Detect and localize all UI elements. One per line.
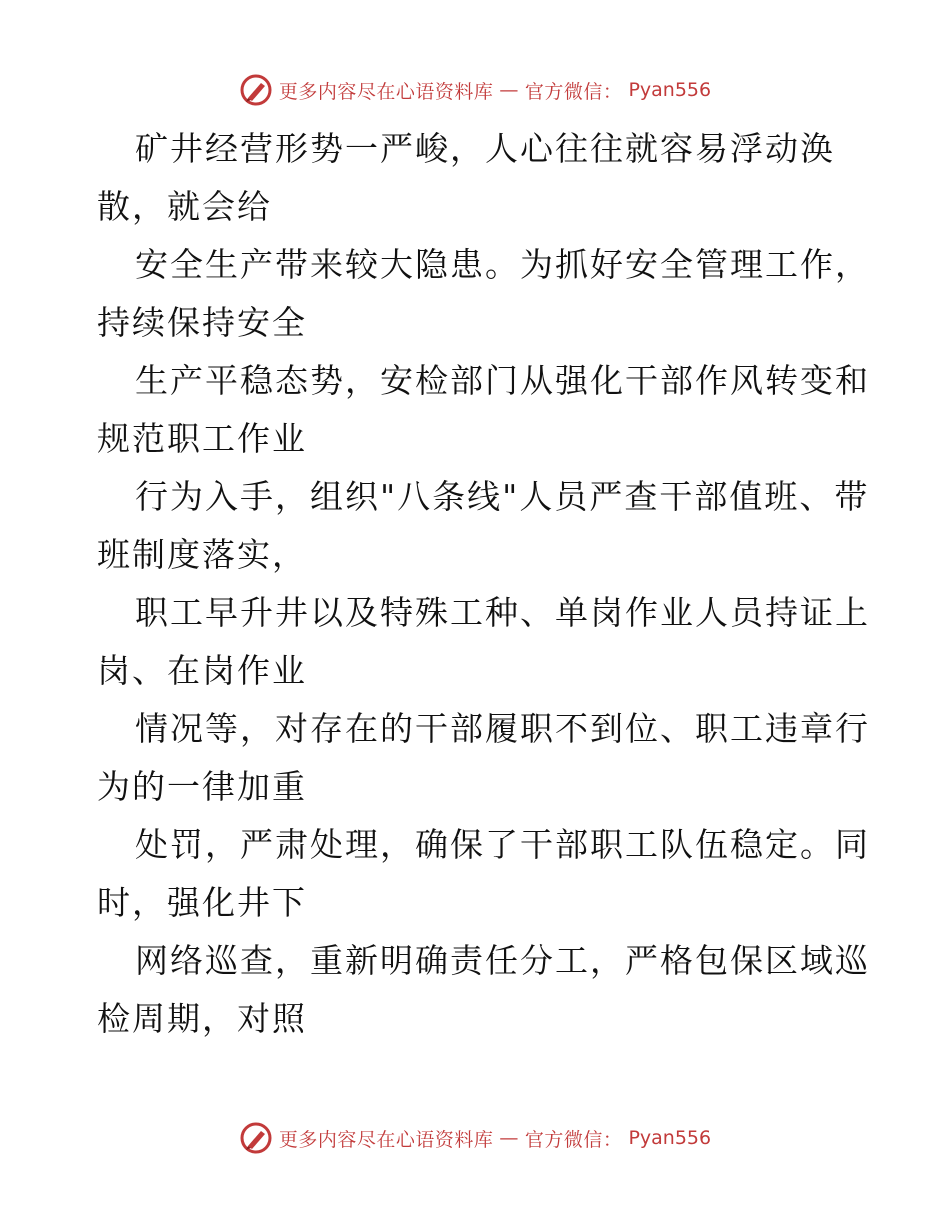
body-line: 处罚，严肃处理，确保了干部职工队伍稳定。同 — [135, 825, 870, 864]
body-line: 规范职工作业 — [97, 419, 307, 458]
body-line: 情况等，对存在的干部履职不到位、职工违章行 — [135, 709, 870, 748]
watermark-id: Pyan556 — [628, 1127, 712, 1149]
body-line: 矿井经营形势一严峻，人心往往就容易浮动涣 — [135, 129, 835, 168]
watermark-text: 更多内容尽在心语资料库 — [278, 1128, 494, 1151]
pen-logo-icon — [239, 73, 273, 107]
watermark-dash: — — [499, 1127, 519, 1149]
body-line: 安全生产带来较大隐患。为抓好安全管理工作， — [135, 245, 870, 284]
body-line: 持续保持安全 — [97, 303, 307, 342]
document-body — [97, 120, 870, 1048]
body-line: 网络巡查，重新明确责任分工，严格包保区域巡 — [135, 941, 870, 980]
body-line: 职工早升井以及特殊工种、单岗作业人员持证上 — [135, 593, 870, 632]
footer-watermark — [0, 1118, 950, 1158]
pen-logo-icon — [239, 1121, 273, 1155]
watermark-dash: — — [499, 79, 519, 101]
watermark-text: 更多内容尽在心语资料库 — [278, 80, 494, 103]
header-watermark — [0, 70, 950, 110]
body-line: 为的一律加重 — [97, 767, 307, 806]
body-line: 时，强化井下 — [97, 883, 307, 922]
body-line: 生产平稳态势，安检部门从强化干部作风转变和 — [135, 361, 870, 400]
body-line: 班制度落实， — [97, 535, 307, 574]
body-line: 检周期，对照 — [97, 999, 307, 1038]
watermark-id: Pyan556 — [628, 79, 712, 101]
body-line: 岗、在岗作业 — [97, 651, 307, 690]
body-line: 散，就会给 — [97, 187, 272, 226]
body-line: 行为入手，组织"八条线"人员严查干部值班、带 — [135, 477, 870, 516]
watermark-contact: 官方微信： — [524, 1128, 623, 1151]
watermark-contact: 官方微信： — [524, 80, 623, 103]
